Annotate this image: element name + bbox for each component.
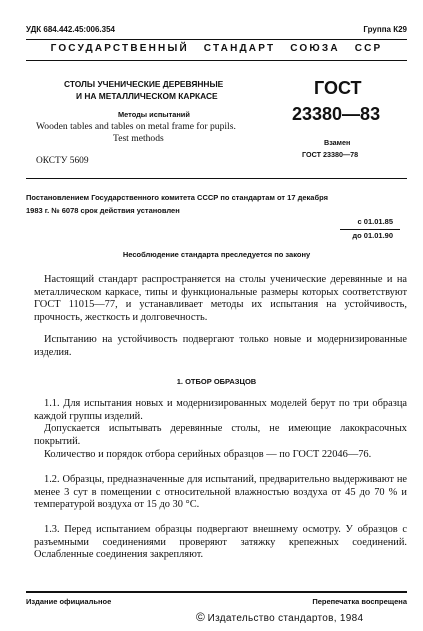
title-bottom-rule: [26, 178, 407, 179]
section-1-paragraph-1: 1.1. Для испытания новых и модернизированных моделей берут по три образца каждой группы изделий.: [34, 398, 407, 422]
legal-warning: Несоблюдение стандарта преследуется по закону: [122, 250, 311, 259]
section-1-paragraph-3: Количество и порядок отбора серийных образцов — по ГОСТ 22046—76.: [44, 449, 372, 460]
validity-from: с 01.01.85: [357, 217, 393, 226]
section-1-heading: 1. ОТБОР ОБРАЗЦОВ: [176, 377, 257, 386]
title-en-line2: Test methods: [113, 133, 164, 144]
replaces-label: Взамен: [324, 138, 351, 147]
header-top-rule: [26, 39, 407, 40]
replaces-value: ГОСТ 23380—78: [302, 150, 359, 159]
gost-label: ГОСТ: [314, 78, 362, 98]
title-ru-line1: СТОЛЫ УЧЕНИЧЕСКИЕ ДЕРЕВЯННЫЕ: [64, 79, 224, 89]
state-standard-band: ГОСУДАРСТВЕННЫЙ СТАНДАРТ СОЮЗА ССР: [50, 43, 383, 54]
title-ru-subtitle: Методы испытаний: [118, 110, 190, 119]
decree-line1: Постановлением Государственного комитета СССР по стандартам от 17 декабря: [26, 193, 328, 202]
title-ru-line2: И НА МЕТАЛЛИЧЕСКОМ КАРКАСЕ: [76, 91, 218, 101]
official-edition-label: Издание официальное: [26, 597, 112, 606]
validity-to: до 01.01.90: [352, 231, 393, 240]
intro-paragraph-1: Настоящий стандарт распространяется на столы ученические деревянные и на металлическом каркасе, типы и функциональные размеры которых соответствуют ГОСТ 11015—77, и устанавливает методы их испытания на устойчивость, прочность, жесткость и долговечность.: [34, 274, 407, 323]
footer-rule: [26, 591, 407, 593]
group-code: Группа К29: [363, 25, 407, 34]
gost-number: 23380—83: [292, 104, 381, 124]
reprint-prohibited-label: Перепечатка воспрещена: [312, 597, 407, 606]
copyright-line: [196, 610, 363, 624]
title-en-line1: Wooden tables and tables on metal frame for pupils.: [36, 121, 236, 132]
section-1-paragraph-4: 1.2. Образцы, предназначенные для испытаний, предварительно выдерживают не менее 3 сут в помещении с относительной влажностью воздуха от 45 до 70 % и температурой воздуха от 15 до 30 °С.: [34, 474, 407, 510]
header-bottom-rule: [26, 60, 407, 61]
decree-line2: 1983 г. № 6078 срок действия установлен: [26, 206, 180, 215]
udk-code: УДК 684.442.45:006.354: [26, 25, 115, 34]
okstu-code: ОКСТУ 5609: [36, 156, 89, 166]
validity-rule: [340, 229, 400, 230]
section-1-paragraph-2: Допускается испытывать деревянные столы, не имеющие лакокрасочных покрытий.: [34, 423, 407, 447]
section-1-paragraph-5: 1.3. Перед испытанием образцы подвергают внешнему осмотру. У образцов с разъемными соединениями проверяют затяжку крепежных соединений. Ослабленные соединения закрепляют.: [34, 524, 407, 560]
copyright-icon: ©: [196, 610, 205, 624]
intro-paragraph-2: Испытанию на устойчивость подвергают только новые и модернизированные изделия.: [34, 334, 407, 358]
publisher-text: Издательство стандартов, 1984: [207, 613, 364, 624]
